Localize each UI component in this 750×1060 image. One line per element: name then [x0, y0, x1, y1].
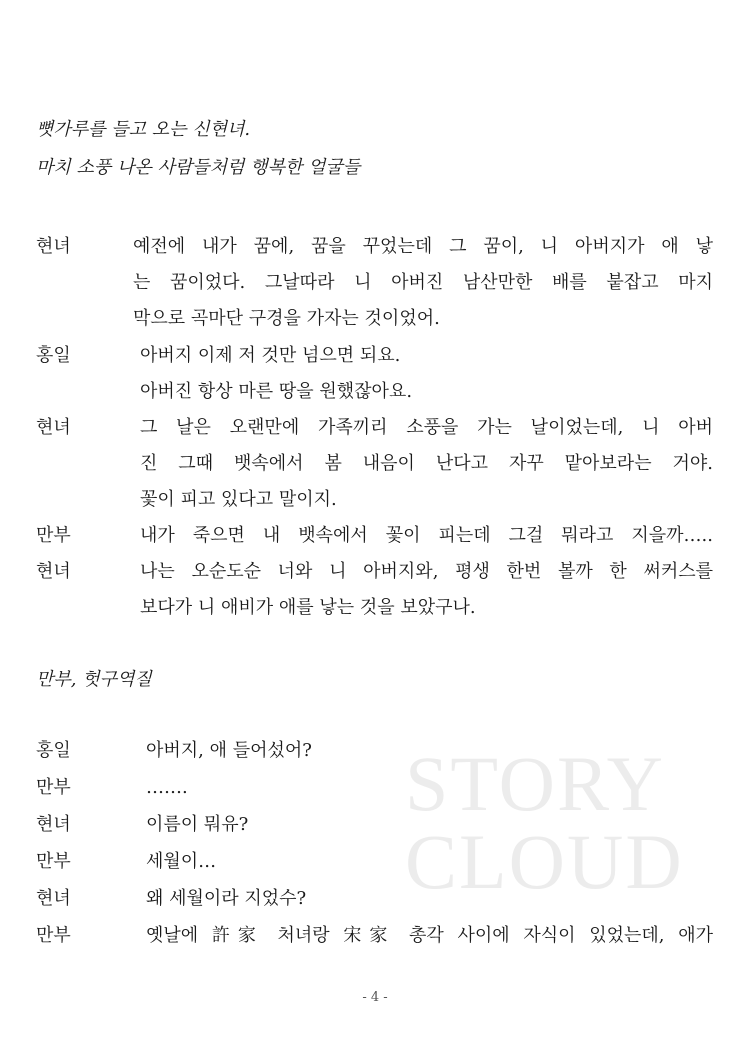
dialogue-line: 왜 세월이라 지었수? [146, 888, 307, 909]
stage-direction: 마치 소풍 나온 사람들처럼 행복한 얼굴들 [36, 157, 361, 178]
dialogue-line: 보다가 니 애비가 애를 낳는 것을 보았구나. [140, 597, 476, 618]
dialogue-line: 내가 죽으면 내 뱃속에서 꽃이 피는데 그걸 뭐라고 지을까….. [140, 525, 713, 546]
dialogue-line: 나는 오순도순 너와 니 아버지와, 평생 한번 볼까 한 써커스를 [140, 561, 713, 582]
speaker-name: 현녀 [36, 417, 71, 438]
stage-direction: 만부, 헛구역질 [36, 669, 152, 690]
dialogue-line: 그 날은 오랜만에 가족끼리 소풍을 가는 날이었는데, 니 아버 [140, 417, 713, 438]
speaker-name: 만부 [36, 851, 71, 872]
watermark-line-2: CLOUD [405, 818, 684, 905]
speaker-name: 현녀 [36, 888, 71, 909]
speaker-name: 현녀 [36, 236, 71, 257]
speaker-name: 현녀 [36, 561, 71, 582]
dialogue-line: 막으로 곡마단 구경을 가자는 것이었어. [133, 308, 440, 329]
speaker-name: 홍일 [36, 345, 71, 366]
speaker-name: 홍일 [36, 740, 71, 761]
dialogue-line: 옛날에 許家 처녀랑 宋家 총각 사이에 자식이 있었는데, 애가 [146, 925, 713, 946]
dialogue-line: ……. [146, 777, 188, 798]
dialogue-line: 아버지, 애 들어섰어? [146, 740, 312, 761]
speaker-name: 만부 [36, 925, 71, 946]
page-number: - 4 - [362, 990, 388, 1005]
watermark-line-1: STORY [405, 740, 665, 827]
dialogue-line: 세월이… [146, 851, 217, 872]
stage-direction: 뼛가루를 들고 오는 신현녀. [36, 119, 251, 140]
dialogue-line: 꽃이 피고 있다고 말이지. [140, 489, 337, 510]
speaker-name: 만부 [36, 525, 71, 546]
dialogue-line: 예전에 내가 꿈에, 꿈을 꾸었는데 그 꿈이, 니 아버지가 애 낳 [133, 236, 713, 257]
storycloud-watermark [405, 740, 705, 905]
dialogue-line: 아버진 항상 마른 땅을 원했잖아요. [140, 381, 413, 402]
speaker-name: 현녀 [36, 814, 71, 835]
dialogue-line: 이름이 뭐유? [146, 814, 249, 835]
speaker-name: 만부 [36, 777, 71, 798]
dialogue-line: 는 꿈이었다. 그날따라 니 아버진 남산만한 배를 붙잡고 마지 [133, 272, 713, 293]
dialogue-line: 진 그때 뱃속에서 봄 내음이 난다고 자꾸 맡아보라는 거야. [140, 453, 713, 474]
dialogue-line: 아버지 이제 저 것만 넘으면 되요. [140, 345, 401, 366]
